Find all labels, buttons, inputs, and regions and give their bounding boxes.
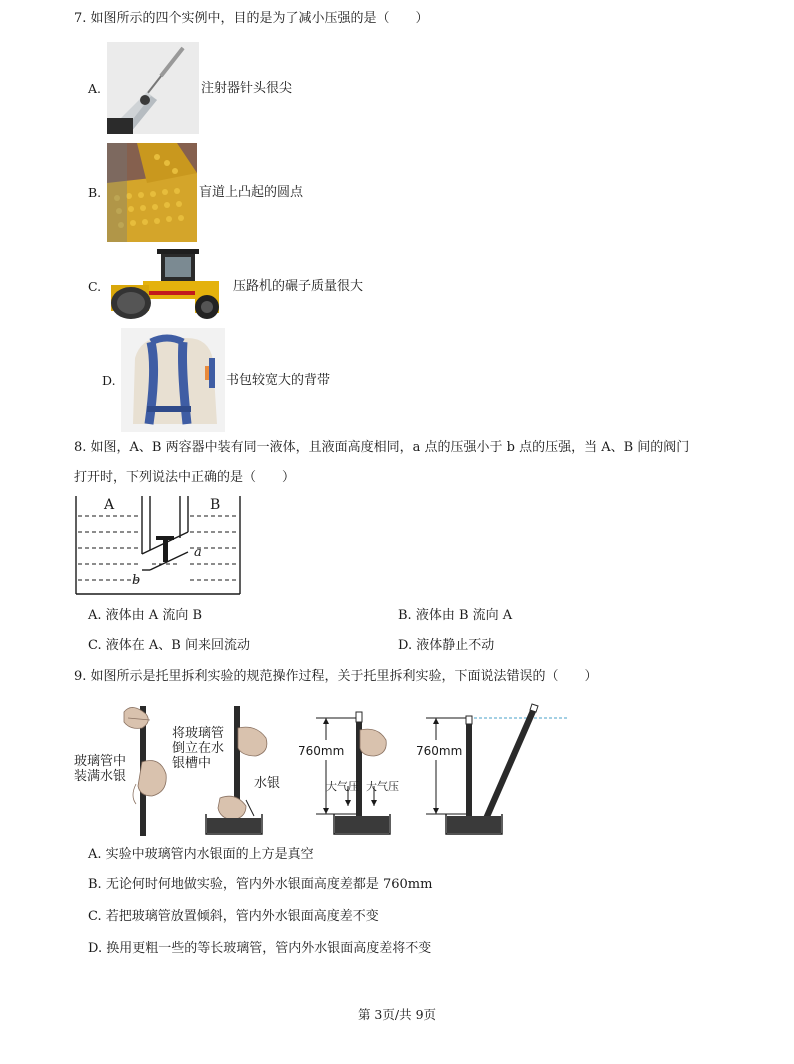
q8-stem-line1: 8. 如图，A、B 两容器中装有同一液体，且液面高度相同，a 点的压强小于 b 点的压强，当 A、B 间的阀门	[74, 440, 690, 455]
syringe-photo	[107, 42, 199, 134]
point-a-label: a	[194, 545, 202, 560]
q8-option-d-letter: D.	[398, 638, 413, 653]
q9-option-c-text: 若把玻璃管放置倾斜，管内外水银面高度差不变	[105, 909, 379, 924]
q8-option-c	[88, 637, 250, 655]
q8-figure	[70, 494, 248, 602]
q8-option-b-text: 液体由 B 流向 A	[415, 608, 513, 623]
tactile-paving-photo	[107, 143, 197, 242]
q9-option-a-text: 实验中玻璃管内水银面的上方是真空	[105, 847, 314, 862]
height-760mm-label-2: 760mm	[416, 744, 463, 758]
q8-option-a	[88, 607, 202, 625]
q8-stem-line2: 打开时，下列说法中正确的是（ ）	[74, 470, 296, 485]
q9-figure	[70, 700, 570, 840]
q9-option-a-letter: A.	[88, 847, 102, 862]
fill-tube-label: 玻璃管中 装满水银	[74, 754, 127, 784]
q8-option-d	[398, 637, 494, 655]
q7-option-b-letter: B.	[88, 185, 102, 200]
page-number-footer: 第 3页/共 9页	[357, 1007, 437, 1022]
invert-tube-label: 将玻璃管 倒立在水 银槽中	[172, 726, 225, 771]
q9-stem: 9. 如图所示是托里拆利实验的规范操作过程，关于托里拆利实验，下面说法错误的（ ）	[74, 669, 598, 684]
q8-option-b	[398, 607, 512, 625]
atmosphere-label-left: 大气压	[326, 780, 359, 793]
connected-containers-diagram	[70, 494, 248, 602]
q9-option-b-text: 无论何时何地做实验，管内外水银面高度差都是 760mm	[105, 877, 433, 892]
backpack-photo	[121, 328, 225, 432]
q9-option-d-letter: D.	[88, 941, 103, 956]
q7-option-a-label: 注射器针头很尖	[201, 81, 293, 96]
road-roller-photo	[109, 247, 227, 321]
q9-option-d-text: 换用更粗一些的等长玻璃管，管内外水银面高度差将不变	[106, 941, 432, 956]
q8-option-c-text: 液体在 A、B 间来回流动	[105, 638, 250, 653]
q8-option-a-text: 液体由 A 流向 B	[105, 608, 203, 623]
q9-option-b	[88, 876, 432, 894]
q7-option-d-letter: D.	[102, 373, 116, 388]
q7-option-b-label: 盲道上凸起的圆点	[199, 185, 304, 200]
q7-option-a-letter: A.	[88, 81, 102, 96]
q9-option-b-letter: B.	[88, 877, 102, 892]
q8-option-c-letter: C.	[88, 638, 102, 653]
q8-option-d-text: 液体静止不动	[416, 638, 495, 653]
q9-option-a	[88, 846, 314, 864]
q8-option-a-letter: A.	[88, 608, 102, 623]
q7-stem: 7. 如图所示的四个实例中，目的是为了减小压强的是（ ）	[74, 11, 429, 26]
atmosphere-label-right: 大气压	[366, 780, 399, 793]
q7-option-d-label: 书包较宽大的背带	[226, 373, 331, 388]
q8-option-b-letter: B.	[398, 608, 412, 623]
q9-option-c	[88, 908, 379, 926]
q9-option-c-letter: C.	[88, 909, 102, 924]
height-760mm-label-1: 760mm	[298, 744, 345, 758]
q9-option-d	[88, 940, 431, 958]
torricelli-experiment-diagram	[70, 700, 570, 840]
container-a-label: A	[104, 497, 115, 513]
point-b-label: b	[132, 573, 141, 588]
container-b-label: B	[210, 497, 221, 513]
q7-option-c-letter: C.	[88, 279, 102, 294]
mercury-label: 水银	[254, 776, 281, 791]
q7-option-c-label: 压路机的碾子质量很大	[233, 279, 364, 294]
